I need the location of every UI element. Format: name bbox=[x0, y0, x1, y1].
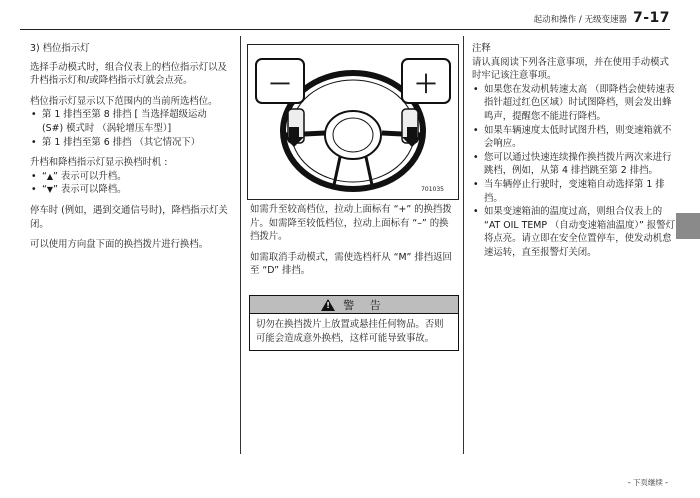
paragraph: 升档和降档指示灯显示换档时机 : bbox=[30, 157, 168, 169]
plus-label: ＋ bbox=[414, 69, 438, 98]
note-title: 注释 bbox=[472, 43, 491, 54]
continued-note: - 下页继续 - bbox=[627, 478, 668, 487]
warning-triangle-icon: ! bbox=[321, 299, 335, 311]
warning-box bbox=[249, 295, 459, 351]
list-item: • 您可以通过快速连续操作换挡拨片两次来进行跳档，例如，从第 4 排挡跳至第 2 排挡。 bbox=[472, 151, 678, 178]
paragraph: 选择手动模式时，组合仪表上的档位指示灯以及升档指示灯和/或降档指示灯就会点亮。 bbox=[30, 61, 227, 87]
warning-header bbox=[250, 296, 458, 314]
list-item: • “▼” 表示可以降档。 bbox=[30, 183, 230, 197]
list-item: • “▲” 表示可以升档。 bbox=[30, 170, 230, 184]
warning-title: 警 告 bbox=[343, 298, 387, 312]
list-item: • 当车辆停止行驶时，变速箱自动选择第 1 排挡。 bbox=[472, 178, 678, 205]
paragraph: 档位指示灯显示以下范围内的当前所选档位。 bbox=[30, 95, 218, 107]
page-number: 7-17 bbox=[632, 10, 670, 26]
column-left bbox=[30, 42, 230, 259]
list-item: • 如果变速箱油的温度过高，则组合仪表上的 “AT OIL TEMP （自动变速箱油温度）” 报警灯将点亮。请立即在安全位置停车，使发动机怠速运转，直至报警灯关闭。 bbox=[472, 205, 678, 259]
minus-label: － bbox=[268, 69, 292, 98]
header-rule bbox=[20, 29, 670, 30]
upshift-arrow-icon: ▲ bbox=[46, 171, 54, 181]
chapter-tab bbox=[676, 213, 700, 239]
running-header bbox=[534, 10, 670, 26]
paragraph: 如需取消手动模式，需使选档杆从 “M” 排挡返回至 “D” 排挡。 bbox=[250, 251, 452, 277]
section-heading: 3) 档位指示灯 bbox=[30, 43, 90, 54]
list-item: • 如果您在发动机转速太高 （即降档会使转速表指针超过红色区域）时试图降档，则会发出蜂鸣声，提醒您不能进行降档。 bbox=[472, 83, 678, 124]
paragraph: 请认真阅读下列各注意事项，并在使用手动模式时牢记该注意事项。 bbox=[472, 56, 669, 82]
paragraph: 可以使用方向盘下面的换挡拨片进行换档。 bbox=[30, 239, 209, 251]
column-divider-1 bbox=[240, 36, 241, 454]
list-item: • 如果车辆速度太低时试图升档，则变速箱就不会响应。 bbox=[472, 124, 678, 151]
column-divider-2 bbox=[463, 36, 464, 454]
column-right bbox=[472, 42, 678, 267]
section-title: 起动和操作 / 无级变速器 bbox=[533, 15, 627, 25]
shift-indicator-list bbox=[30, 170, 230, 197]
list-item: • 第 1 排挡至第 6 排挡 （其它情况下） bbox=[30, 136, 230, 150]
steering-wheel-figure bbox=[247, 44, 459, 200]
paragraph: 如需升至较高档位，拉动上面标有 “+” 的换挡拨片。如需降至较低档位，拉动上面标有 “–” 的换挡拨片。 bbox=[250, 204, 452, 243]
note-list bbox=[472, 83, 678, 260]
paragraph: 停车时 (例如，遇到交通信号时)，降档指示灯关闭。 bbox=[30, 204, 228, 230]
downshift-arrow-icon: ▼ bbox=[46, 185, 54, 195]
range-list bbox=[30, 108, 230, 149]
figure-code: 701035 bbox=[421, 186, 444, 193]
column-middle bbox=[250, 203, 457, 285]
warning-text: 切勿在换挡拨片上放置或悬挂任何物品。否则可能会造成意外换档，这样可能导致事故。 bbox=[256, 319, 444, 344]
list-item: • 第 1 排挡至第 8 排挡 [ 当选择超级运动 (S#) 模式时 （涡轮增压车型）] bbox=[30, 108, 230, 135]
